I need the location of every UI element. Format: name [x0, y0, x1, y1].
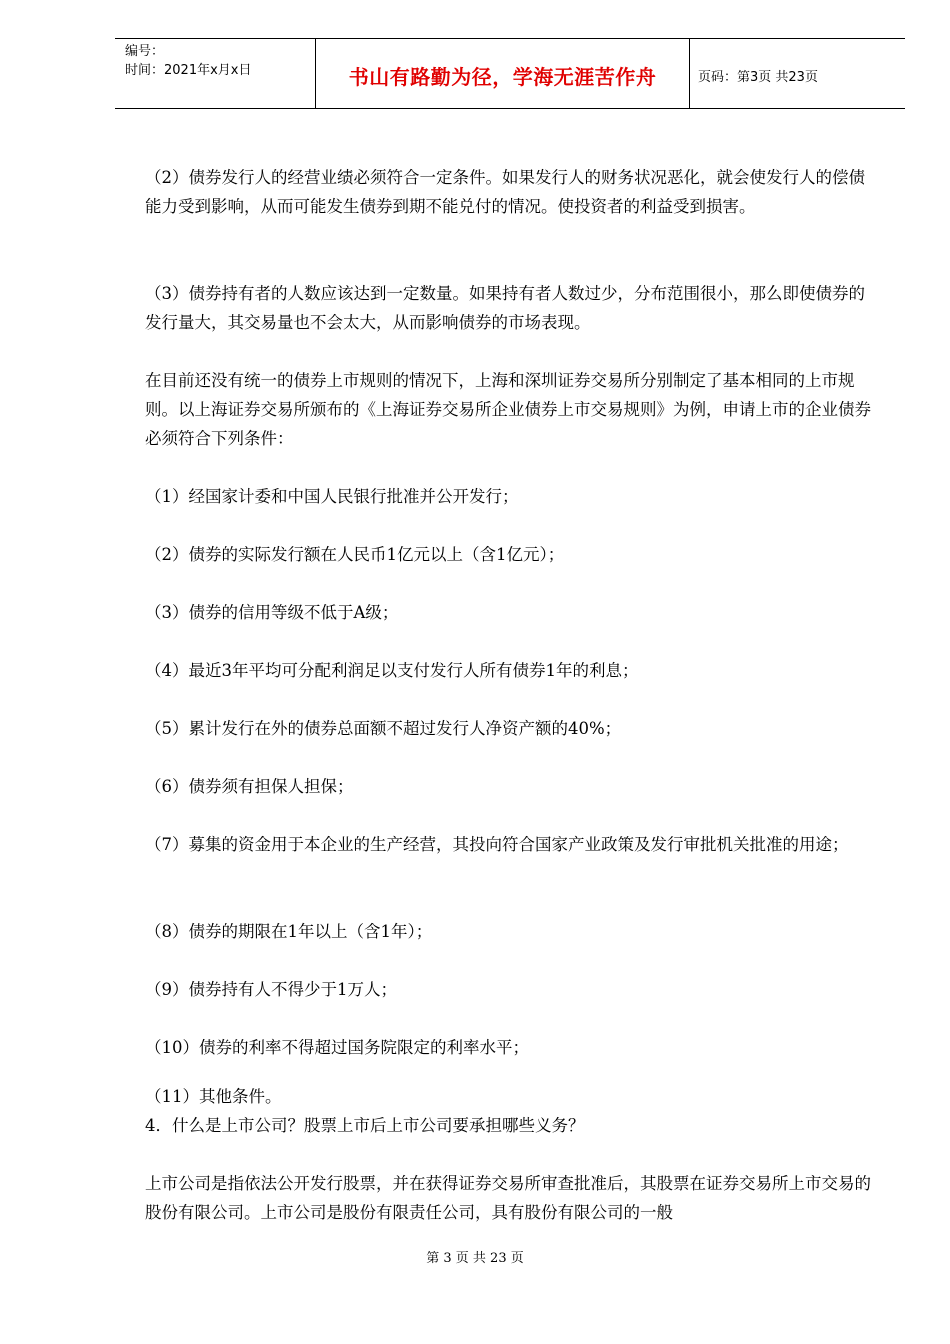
time-label: 时间：2021年x月x日 — [125, 63, 252, 78]
header-motto-cell — [316, 39, 690, 108]
paragraph-issuer-performance: （2）债券发行人的经营业绩必须符合一定条件。如果发行人的财务状况恶化，就会使发行人的偿债能力受到影响，从而可能发生债券到期不能兑付的情况。使投资者的利益受到损害。 — [145, 168, 865, 216]
page-header — [115, 38, 905, 109]
list-item: （5）累计发行在外的债券总面额不超过发行人净资产额的40%； — [145, 719, 622, 738]
list-item: （1）经国家计委和中国人民银行批准并公开发行； — [145, 487, 519, 506]
header-page-cell — [690, 39, 905, 108]
list-item: （10）债券的利率不得超过国务院限定的利率水平； — [145, 1038, 529, 1057]
number-label: 编号： — [125, 44, 165, 59]
paragraph-holder-count: （3）债券持有者的人数应该达到一定数量。如果持有者人数过少，分布范围很小，那么即使债券的发行量大，其交易量也不会太大，从而影响债券的市场表现。 — [145, 284, 865, 332]
list-item: （2）债券的实际发行额在人民币1亿元以上（含1亿元）； — [145, 545, 565, 564]
list-item: （3）债券的信用等级不低于A级； — [145, 603, 399, 622]
paragraph-listing-rules: 在目前还没有统一的债券上市规则的情况下，上海和深圳证券交易所分别制定了基本相同的上市规则。以上海证券交易所颁布的《上海证券交易所企业债券上市交易规则》为例，申请上市的企业债券必须符合下列条件： — [145, 371, 871, 448]
list-item: （9）债券持有人不得少于1万人； — [145, 980, 397, 999]
list-item: （11）其他条件。 — [145, 1087, 282, 1106]
page-footer: 第 3 页 共 23 页 — [426, 1251, 524, 1266]
list-item: （6）债券须有担保人担保； — [145, 777, 354, 796]
page-info: 页码：第3页 共23页 — [698, 70, 818, 85]
list-item: （4）最近3年平均可分配利润足以支付发行人所有债券1年的利息； — [145, 661, 639, 680]
section-question: 4．什么是上市公司？股票上市后上市公司要承担哪些义务？ — [145, 1116, 585, 1135]
header-meta-cell — [115, 39, 316, 108]
motto-text: 书山有路勤为径，学海无涯苦作舟 — [348, 65, 657, 89]
paragraph-listed-company: 上市公司是指依法公开发行股票，并在获得证券交易所审查批准后，其股票在证券交易所上市交易的股份有限公司。上市公司是股份有限责任公司，具有股份有限公司的一般 — [145, 1174, 871, 1222]
list-item: （7）募集的资金用于本企业的生产经营，其投向符合国家产业政策及发行审批机关批准的用途； — [145, 835, 849, 854]
list-item: （8）债券的期限在1年以上（含1年）； — [145, 922, 433, 941]
